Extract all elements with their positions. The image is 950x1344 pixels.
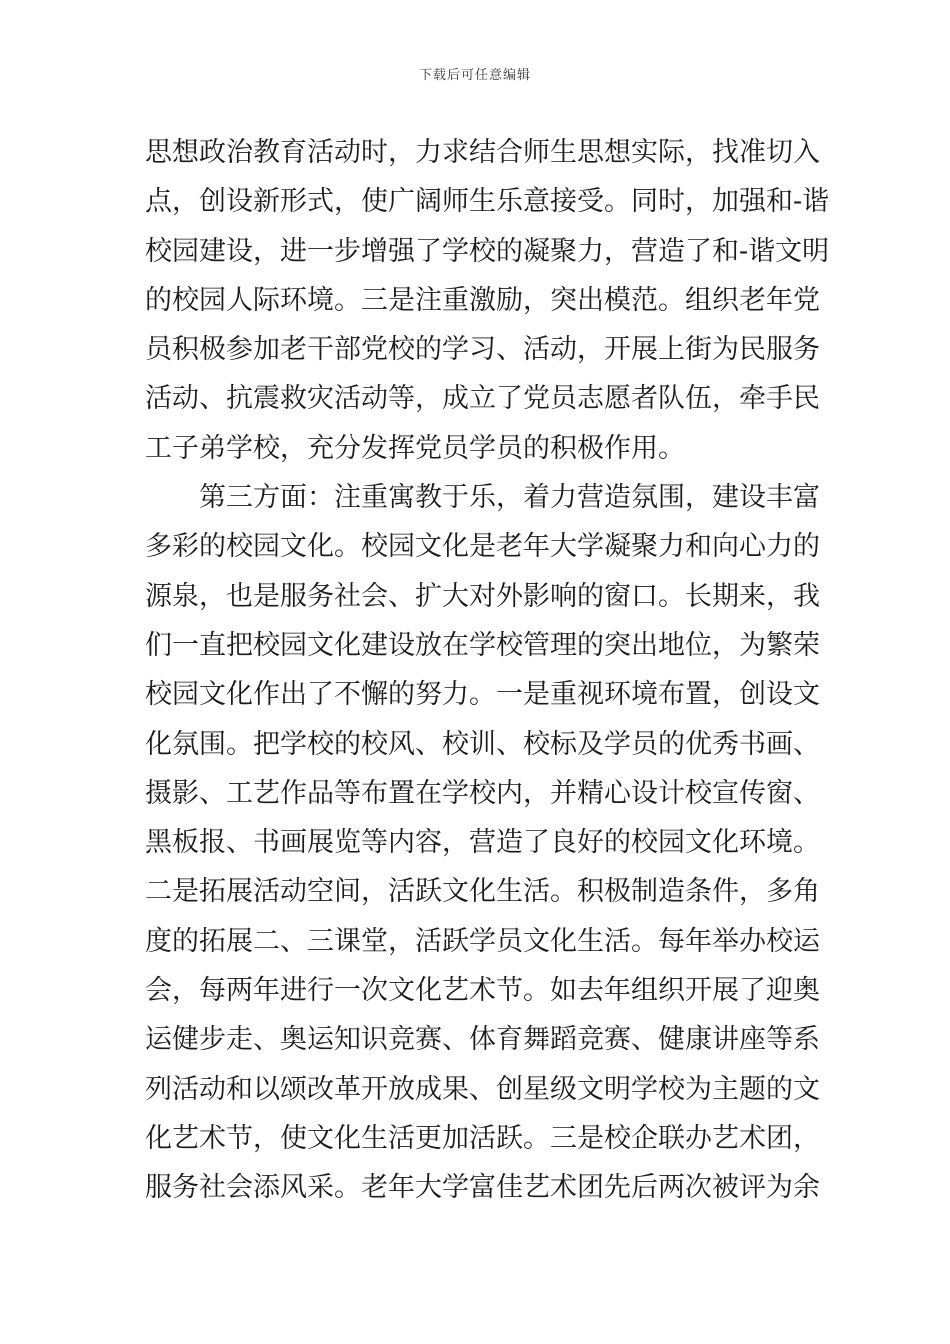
text-line: 校园文化作出了不懈的努力。一是重视环境布置，创设文 [145, 679, 820, 711]
text-line: 活动、抗震救灾活动等，成立了党员志愿者队伍，牵手民 [145, 383, 820, 415]
text-line: 们一直把校园文化建设放在学校管理的突出地位，为繁荣 [145, 629, 820, 661]
text-line: 点，创设新形式，使广阔师生乐意接受。同时，加强和-谐 [145, 186, 830, 218]
text-line: 化艺术节，使文化生活更加活跃。三是校企联办艺术团， [145, 1122, 820, 1154]
text-line: 化氛围。把学校的校风、校训、校标及学员的优秀书画、 [145, 728, 820, 760]
text-line: 运健步走、奥运知识竞赛、体育舞蹈竞赛、健康讲座等系 [145, 1024, 820, 1056]
text-line: 黑板报、书画展览等内容，营造了良好的校园文化环境。 [145, 827, 820, 859]
text-line: 思想政治教育活动时，力求结合师生思想实际，找准切入 [145, 137, 820, 168]
text-line: 摄影、工艺作品等布置在学校内，并精心设计校宣传窗、 [145, 777, 820, 809]
text-line: 员积极参加老干部党校的学习、活动，开展上街为民服务 [145, 334, 820, 366]
document-body [145, 128, 830, 1213]
text-line: 工子弟学校，充分发挥党员学员的积极作用。 [145, 432, 685, 464]
text-line: 服务社会添风采。老年大学富佳艺术团先后两次被评为余 [145, 1172, 820, 1204]
text-line: 列活动和以颂改革开放成果、创星级文明学校为主题的文 [145, 1073, 820, 1105]
text-line: 第三方面：注重寓教于乐，着力营造氛围，建设丰富 [199, 482, 820, 514]
text-line: 度的拓展二、三课堂，活跃学员文化生活。每年举办校运 [145, 925, 820, 957]
text-line: 源泉，也是服务社会、扩大对外影响的窗口。长期来，我 [145, 580, 820, 612]
page-header: 下载后可任意编辑 [418, 68, 531, 83]
text-line: 校园建设，进一步增强了学校的凝聚力，营造了和-谐文明 [145, 235, 830, 267]
text-line: 多彩的校园文化。校园文化是老年大学凝聚力和向心力的 [145, 531, 820, 563]
text-line: 的校园人际环境。三是注重激励，突出模范。组织老年党 [145, 284, 820, 316]
text-line: 二是拓展活动空间，活跃文化生活。积极制造条件，多角 [145, 876, 820, 908]
text-line: 会，每两年进行一次文化艺术节。如去年组织开展了迎奥 [145, 975, 820, 1007]
